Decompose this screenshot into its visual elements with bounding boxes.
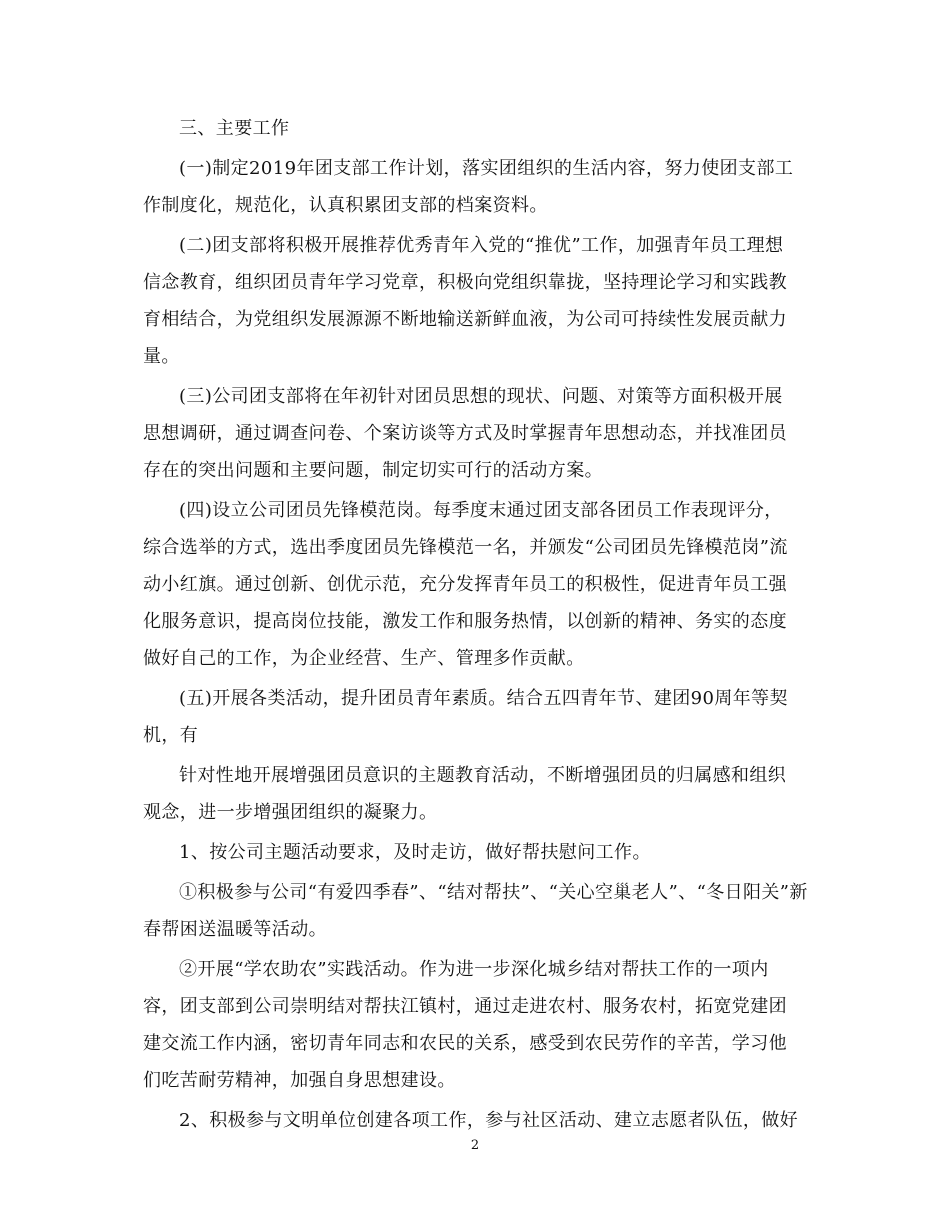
paragraph-line: 综合选举的方式，选出季度团员先锋模范一名，并颁发“公司团员先锋模范岗”流 (143, 537, 788, 558)
paragraph-line: ②开展“学农助农”实践活动。作为进一步深化城乡结对帮扶工作的一项内 (179, 959, 769, 980)
paragraph-line: (三)公司团支部将在年初针对团员思想的现状、问题、对策等方面积极开展 (179, 386, 783, 407)
paragraph-line: 观念，进一步增强团组织的凝聚力。 (143, 802, 438, 823)
paragraph-line: 做好自己的工作，为企业经营、生产、管理多作贡献。 (143, 648, 585, 669)
paragraph-line: 建交流工作内涵，密切青年同志和农民的关系，感受到农民劳作的辛苦，学习他 (143, 1033, 787, 1054)
paragraph-line: ①积极参与公司“有爱四季春”、“结对帮扶”、“关心空巢老人”、“冬日阳关”新 (179, 882, 808, 903)
paragraph-line: 容，团支部到公司崇明结对帮扶江镇村，通过走进农村、服务农村，拓宽党建团 (143, 996, 787, 1017)
paragraph-line: 春帮困送温暖等活动。 (143, 919, 327, 940)
section-heading: 三、主要工作 (179, 118, 290, 139)
paragraph-line: 信念教育，组织团员青年学习党章，积极向党组织靠拢，坚持理论学习和实践教 (143, 272, 787, 293)
paragraph-line: 们吃苦耐劳精神，加强自身思想建设。 (143, 1070, 456, 1091)
paragraph-line: 思想调研，通过调查问卷、个案访谈等方式及时掌握青年思想动态，并找准团员 (143, 423, 787, 444)
paragraph-line: 1、按公司主题活动要求，及时走访，做好帮扶慰问工作。 (179, 842, 651, 863)
paragraph-line: (四)设立公司团员先锋模范岗。每季度末通过团支部各团员工作表现评分， (179, 500, 783, 521)
paragraph-line: (五)开展各类活动，提升团员青年素质。结合五四青年节、建团90周年等契 (179, 688, 788, 709)
paragraph-line: 2、积极参与文明单位创建各项工作，参与社区活动、建立志愿者队伍，做好 (179, 1110, 799, 1131)
paragraph-line: 存在的突出问题和主要问题，制定切实可行的活动方案。 (143, 460, 603, 481)
paragraph-line: 量。 (143, 346, 180, 367)
paragraph-line: 动小红旗。通过创新、创优示范，充分发挥青年员工的积极性，促进青年员工强 (143, 574, 787, 595)
paragraph-line: (二)团支部将积极开展推荐优秀青年入党的“推优”工作，加强青年员工理想 (179, 235, 784, 256)
paragraph-line: 机，有 (143, 725, 199, 746)
document-body (143, 110, 808, 1139)
paragraph-line: 化服务意识，提高岗位技能，激发工作和服务热情，以创新的精神、务实的态度 (143, 611, 787, 632)
paragraph-line: (一)制定2019年团支部工作计划，落实团组织的生活内容，努力使团支部工 (179, 158, 794, 179)
paragraph-line: 育相结合，为党组织发展源源不断地输送新鲜血液，为公司可持续性发展贡献力 (143, 309, 787, 330)
paragraph-line: 作制度化，规范化，认真积累团支部的档案资料。 (143, 195, 548, 216)
paragraph-line: 针对性地开展增强团员意识的主题教育活动，不断增强团员的归属感和组织 (179, 765, 787, 786)
page-number: 2 (470, 1138, 480, 1153)
